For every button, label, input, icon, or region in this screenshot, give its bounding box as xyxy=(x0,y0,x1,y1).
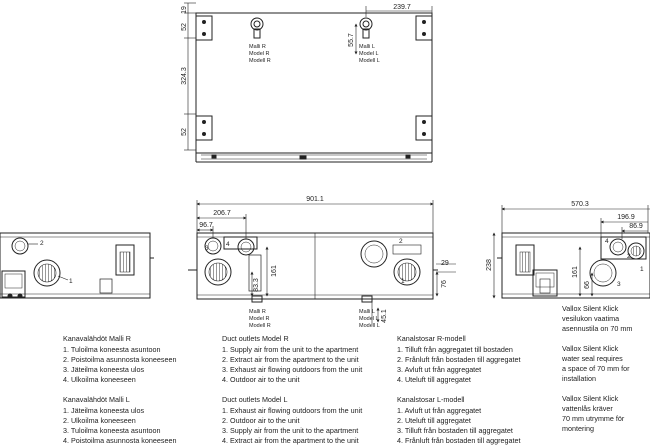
legend-item: 1. Supply air from the unit to the apartment xyxy=(222,345,359,354)
legend-item: 3. Supply air from the unit to the apartment xyxy=(222,426,359,435)
note-line: montering xyxy=(562,424,594,433)
note-finnish xyxy=(562,304,632,334)
note-line: water seal requires xyxy=(562,354,623,363)
front-view-text xyxy=(199,196,449,329)
label-malli-l: Malli L xyxy=(359,44,375,50)
mounting-bracket xyxy=(196,116,212,140)
dim-206: 206.7 xyxy=(213,210,231,217)
top-view-text xyxy=(181,4,411,136)
note-line: Vallox Silent Klick xyxy=(562,304,619,313)
legend-item: 2. Extract air from the apartment to the unit xyxy=(222,355,359,364)
legend-item: 3. Tuloilma koneesta asuntoon xyxy=(63,426,161,435)
dim-45: 45.1 xyxy=(381,309,388,323)
note-line: 70 mm utrymme för xyxy=(562,414,625,423)
dim-66: 66 xyxy=(584,281,591,289)
front-view xyxy=(188,200,456,324)
label-model-l: Model L xyxy=(359,51,379,57)
legend-item: 4. Ulkoilma koneeseen xyxy=(63,375,136,384)
installation-notes xyxy=(562,304,632,444)
legend-item: 1. Avluft ut från aggregatet xyxy=(397,406,482,415)
legend-en-r-title: Duct outlets Model R xyxy=(222,334,289,343)
legend-item: 2. Ulkoilma koneeseen xyxy=(63,416,136,425)
legend-item: 1. Jäteilma koneesta ulos xyxy=(63,406,145,415)
label-model-l: Model L xyxy=(359,316,379,322)
note-english xyxy=(562,344,632,384)
front-number-2: 2 xyxy=(399,238,403,245)
legend-item: 4. Outdoor air to the unit xyxy=(222,375,300,384)
legend-item: 3. Avluft ut från aggregatet xyxy=(397,365,482,374)
note-line: vesilukon vaatima xyxy=(562,314,620,323)
dim-324: 324.3 xyxy=(181,67,188,85)
label-model-r: Model R xyxy=(249,51,270,57)
legend-item: 3. Jäteilma koneesta ulos xyxy=(63,365,145,374)
dim-52-bottom: 52 xyxy=(181,128,188,136)
dim-239: 239.7 xyxy=(393,4,411,11)
left-side-view xyxy=(0,233,154,298)
label-malli-r: Malli R xyxy=(249,309,266,315)
legend-sv-r-title: Kanalstosar R-modell xyxy=(397,334,466,343)
right-view-text xyxy=(486,201,644,289)
label-modell-r: Modell R xyxy=(249,58,271,64)
dim-96: 96.7 xyxy=(199,222,213,229)
right-number-3: 3 xyxy=(617,281,621,288)
legend-item: 2. Uteluft till aggregatet xyxy=(397,416,471,425)
top-view-body xyxy=(196,13,432,153)
legend-fi-r-title: Kanavalähdöt Malli R xyxy=(63,334,131,343)
note-swedish xyxy=(562,394,632,434)
note-line: asennustila on 70 mm xyxy=(562,324,633,333)
mounting-bracket xyxy=(416,16,432,40)
legend-item: 2. Poistoilma asunnosta koneeseen xyxy=(63,355,177,364)
drain-connector-r xyxy=(251,18,263,38)
legend-item: 1. Exhaust air flowing outdoors from the unit xyxy=(222,406,363,415)
duct-outlet-4 xyxy=(238,239,254,255)
note-line: Vallox Silent Klick xyxy=(562,344,619,353)
front-number-3: 3 xyxy=(205,245,209,252)
legend-item: 4. Uteluft till aggregatet xyxy=(397,375,471,384)
legend-item: 3. Tilluft från bostaden till aggregatet xyxy=(397,426,513,435)
duct-outlet-4 xyxy=(610,239,626,255)
dim-83: 83.3 xyxy=(253,278,260,292)
mounting-bracket xyxy=(416,116,432,140)
label-modell-r: Modell R xyxy=(249,323,271,329)
drain-box xyxy=(533,270,557,296)
legend-item: 2. Outdoor air to the unit xyxy=(222,416,300,425)
dim-901: 901.1 xyxy=(306,196,324,203)
note-line: vattenlås kräver xyxy=(562,404,613,413)
front-dimension-lines xyxy=(197,200,456,324)
dim-238: 238 xyxy=(486,259,493,271)
right-number-4: 4 xyxy=(605,238,609,245)
dim-161: 161 xyxy=(271,265,278,277)
dim-161: 161 xyxy=(572,266,579,278)
right-number-2: 2 xyxy=(627,253,631,260)
dim-52-top: 52 xyxy=(181,23,188,31)
mounting-bracket xyxy=(196,16,212,40)
legend-sv-l-title: Kanalstosar L-modell xyxy=(397,395,465,404)
dim-76: 76 xyxy=(441,280,448,288)
note-line: a space of 70 mm for xyxy=(562,364,630,373)
legend-item: 4. Poistoilma asunnosta koneeseen xyxy=(63,436,177,445)
front-number-1: 1 xyxy=(401,278,405,285)
label-modell-l: Modell L xyxy=(359,58,380,64)
drain-box xyxy=(2,271,25,297)
right-number-1: 1 xyxy=(640,266,644,273)
legend-item: 1. Tuloilma koneesta asuntoon xyxy=(63,345,161,354)
dim-29: 29 xyxy=(441,260,449,267)
dim-570: 570.3 xyxy=(571,201,589,208)
front-number-4: 4 xyxy=(226,241,230,248)
dim-86: 86.9 xyxy=(629,223,643,230)
legend-fi-l-title: Kanavalähdöt Malli L xyxy=(63,395,130,404)
legend-item: 4. Extract air from the apartment to the unit xyxy=(222,436,359,445)
legend-english xyxy=(222,334,362,446)
dim-55: 55.7 xyxy=(348,33,355,47)
legend-item: 2. Frånluft från bostaden till aggregatet xyxy=(397,355,521,364)
legend-finnish xyxy=(63,334,176,446)
legend-item: 3. Exhaust air flowing outdoors from the unit xyxy=(222,365,363,374)
top-dimension-lines xyxy=(184,3,432,150)
label-malli-l: Malli L xyxy=(359,309,375,315)
legend-swedish xyxy=(397,334,520,446)
note-line: Vallox Silent Klick xyxy=(562,394,619,403)
top-view xyxy=(184,3,432,162)
legend-en-l-title: Duct outlets Model L xyxy=(222,395,288,404)
drain-connector-l xyxy=(360,18,372,38)
label-malli-r: Malli R xyxy=(249,44,266,50)
label-modell-l: Modell L xyxy=(359,323,380,329)
duct-outlet-2 xyxy=(12,238,28,254)
legend-item: 1. Tilluft från aggregatet till bostaden xyxy=(397,345,513,354)
legend-item: 4. Frånluft från bostaden till aggregatet xyxy=(397,436,521,445)
dim-19: 19 xyxy=(181,6,188,14)
left-number-1: 1 xyxy=(69,278,73,285)
note-line: installation xyxy=(562,374,596,383)
left-number-2: 2 xyxy=(40,240,44,247)
label-model-r: Model R xyxy=(249,316,270,322)
dim-196: 196.9 xyxy=(617,214,635,221)
